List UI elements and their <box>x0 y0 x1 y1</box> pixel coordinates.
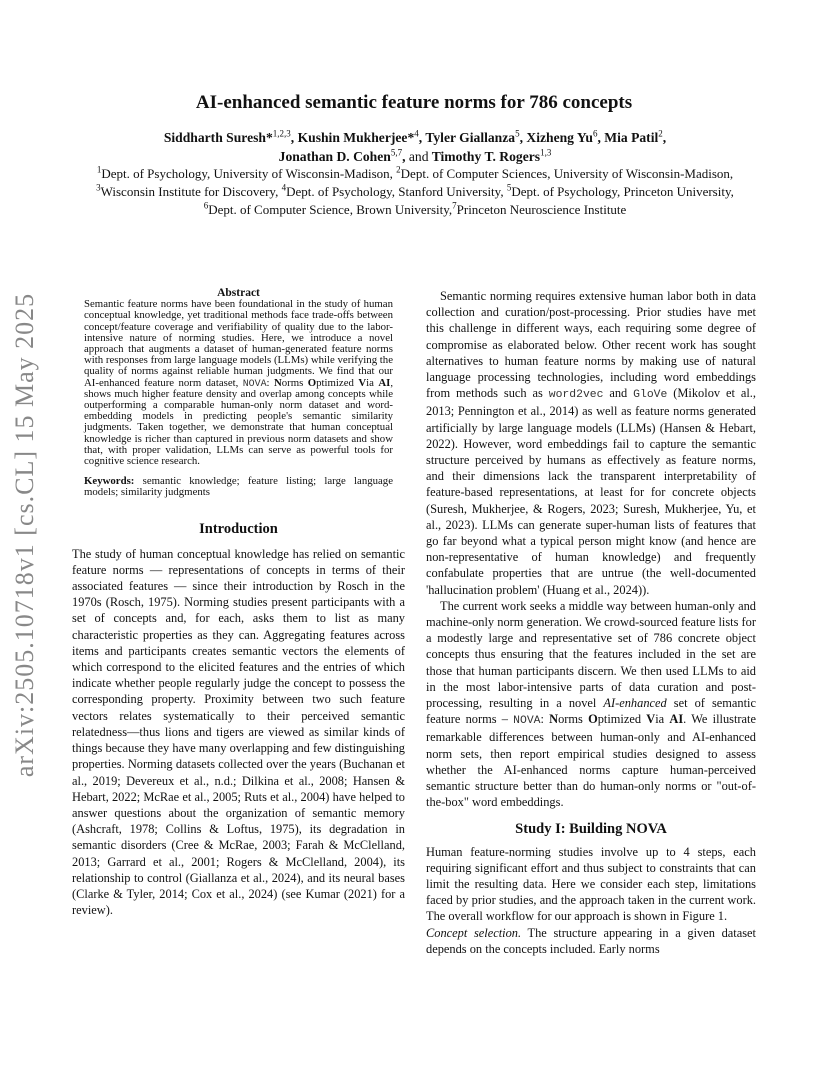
paper-title: AI-enhanced semantic feature norms for 786 concepts <box>195 92 633 113</box>
author: Kushin Mukherjee*$^4$ <box>297 128 419 145</box>
abstract-text: Semantic feature norms have been foundational in the study of human conceptual knowledge, yet traditional methods face trade-offs between concept/feature coverage and verifiability of quality due to the labor-intensive nature of norming studies. Here, we introduce a novel approach that augments a dataset of human-generated feature norms with responses from large language models (LLMs) while verifying the quality of norms against reliable human judgments. We find that our AI-enhanced feature norm dataset, NOVA: Norms Optimized Via AI, shows much higher feature density and overlap among concepts while outperforming a comparable human-only norm dataset and word-embedding models in predicting people's semantic similarity judgments. Taken together, we demonstrate that human conceptual knowledge is richer than captured in previous norm datasets and show that, with proper validation, LLMs can serve as powerful tools for cognitive science research. <box>84 298 394 468</box>
and-word: and <box>408 149 429 164</box>
left-column <box>72 288 405 918</box>
right-column <box>426 288 756 957</box>
arxiv-identifier: arXiv:2505.10718v1 [cs.CL] 15 May 2025 <box>10 292 39 778</box>
author: Siddharth Suresh*$^{1,2,3}$ <box>163 128 291 145</box>
author: Timothy T. Rogers$^{1,3}$ <box>431 147 552 164</box>
author-list: Siddharth Suresh*$^{1,2,3}$, Kushin Mukherjee*$^4$, Tyler Giallanza$^5$, Xizheng Yu$^6$, Mia Patil$^2$, Jonathan D. Cohen$^{5,7}$, and Timothy T. Rogers$^{1,3}$ <box>163 128 667 164</box>
author: Jonathan D. Cohen$^{5,7}$ <box>278 147 403 164</box>
author: Tyler Giallanza$^5$ <box>425 128 520 145</box>
author: Xizheng Yu$^6$ <box>526 128 598 145</box>
abstract-heading: Abstract <box>217 287 260 299</box>
introduction-heading: Introduction <box>199 520 278 537</box>
body-paragraph: The current work seeks a middle way between human-only and machine-only norm generation. We crowd-sourced feature lists for a modestly large and representative set of 786 concrete object concepts thus ensuring that the features included in the set are those that human participants discern. We then used LLMs to aid in the most labor-intensive parts of data curation and post-processing, resulting in a novel AI-enhanced set of semantic feature norms – NOVA: Norms Optimized Via AI. We illustrate remarkable differences between human-only and AI-enhanced norm sets, then report empirical studies designed to assess whether the AI-enhanced norms capture human-perceived semantic structure better than do human-only norms or "out-of-the-box" word embeddings. <box>426 598 756 810</box>
affiliations: $^1$Dept. of Psychology, University of Wisconsin-Madison, $^2$Dept. of Computer Sciences, University of Wisconsin-Madison, $^3$Wisconsin Institute for Discovery, $^4$Dept. of Psychology, Stanford University, $^5$Dept. of Psychology, Princeton University, $^6$Dept. of Computer Science, Brown University,$^7$Princeton Neuroscience Institute <box>96 164 734 217</box>
keywords: Keywords: semantic knowledge; feature listing; large language models; similarity judgments <box>84 475 393 499</box>
author: Mia Patil$^2$ <box>604 128 663 145</box>
body-paragraph: Human feature-norming studies involve up to 4 steps, each requiring significant effort and thus subject to constraints that can limit the resulting data. Here we consider each step, limitations faced by prior studies, and the approach taken in the current work. The overall workflow for our approach is shown in Figure 1. <box>426 844 756 924</box>
body-paragraph: Concept selection. The structure appearing in a given dataset depends on the concepts included. Early norms <box>426 925 756 956</box>
introduction-paragraph: The study of human conceptual knowledge has relied on semantic feature norms — representations of concepts in terms of their associated features — since their introduction by Rosch in the 1970s (Rosch, 1975). Norming studies present participants with a set of concepts and, for each, asks them to list as many characteristic properties as they can. Aggregating features across items and participants creates semantic vectors the elements of which correspond to the elicited features and the entries of which indicate whether people regularly judge the concept to possess the corresponding property. Proximity between two such feature vectors relates systematically to their perceived semantic relatedness—thus lions and tigers are viewed as similar kinds of things because they have many overlapping and few distinguishing properties. Norming datasets collected over the years (Buchanan et al., 2019; Devereux et al., n.d.; Dilkina et al., 2008; Hansen & Hebart, 2022; McRae et al., 2005; Ruts et al., 2004) have helped to answer questions about the organization of semantic memory (Ashcraft, 1978; Collins & Loftus, 1975), its degradation in semantic disorders (Cree & McRae, 2003; Farah & McClelland, 2013; Garrard et al., 2001; Rogers & McClelland, 2004), its relationship to control (Giallanza et al., 2024), and its neural bases (Clarke & Tyler, 2014; Cox et al., 2024) (see Kumar (2021) for a review). <box>72 546 405 918</box>
study-heading: Study I: Building NOVA <box>515 820 667 837</box>
abstract <box>84 288 393 467</box>
body-paragraph: Semantic norming requires extensive human labor both in data collection and curation/post-processing. Prior studies have met this challenge in different ways, each requiring some degree of compromise as elaborated below. Other recent work has sought alternatives to human feature norms by making use of natural language processing technologies, including word embeddings from methods such as word2vec and GloVe (Mikolov et al., 2013; Pennington et al., 2014) as well as feature norms generated artificially by large language models (LLMs) (Hansen & Hebart, 2022). However, word embeddings fail to capture the semantic structure perceived by humans as effectively as feature norms, and their dimensions lack the transparent interpretability of feature-based representations, at least for for concrete objects (Suresh, Mukherjee, & Rogers, 2023; Suresh, Mukherjee, Yu, et al., 2023). LLMs can generate super-human lists of features that go far beyond what a typical person might know (and hence are non-representative of human knowledge) and frequently confabulate properties that are untrue (the well-documented 'hallucination problem' (Huang et al., 2024)). <box>426 289 756 597</box>
